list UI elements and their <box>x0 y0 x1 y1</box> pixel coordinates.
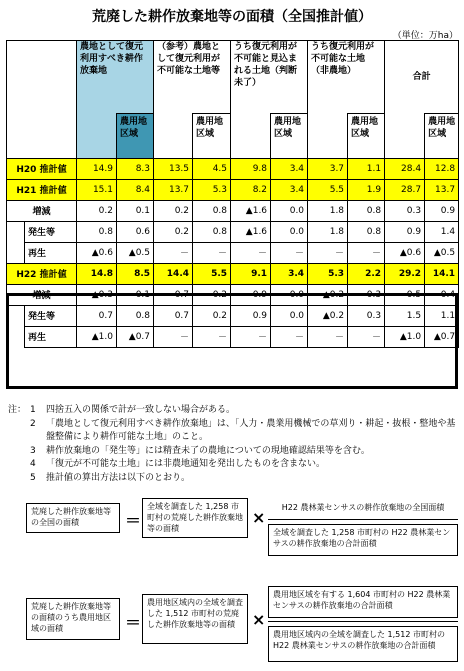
table-row <box>7 221 459 242</box>
table-cell: ▲0.2 <box>308 305 348 326</box>
table-cell: － <box>193 326 231 347</box>
table-cell: 1.1 <box>425 305 459 326</box>
table-cell: － <box>308 242 348 263</box>
header-g1: 農地として復元利用すべき耕作放棄地 <box>77 41 154 114</box>
table-cell: 0.0 <box>271 305 308 326</box>
table-cell: ▲0.6 <box>385 242 425 263</box>
notes: 注： 1 四捨五入の関係で計が一致しない場合がある。 2 「農地として復元利用すべき耕作放棄地」は、「人力・農業用機械での草刈り・耕起・抜根・整地や基盤整備により耕作可能な土地」のこと。 3 耕作放棄地の「発生等」には精査未了の農地についての現地確認結果等を含む。 4 「復元が不可能な土地」には非農地通知を発出したものを含まない。 5 推計値の算出方法は以下のとおり。 <box>8 404 458 485</box>
header-g3: うち復元利用が不可能と見込まれる土地（判断未了） <box>231 41 308 114</box>
equals-sign: ＝ <box>125 613 142 632</box>
table-cell: 3.4 <box>271 263 308 284</box>
table-cell: 0.4 <box>425 284 459 305</box>
header-row-1 <box>7 41 459 114</box>
table-cell: 1.8 <box>308 221 348 242</box>
table-cell: 14.1 <box>425 263 459 284</box>
table-cell: ▲0.7 <box>425 326 459 347</box>
formula2-mid: 農用地区域内の全域を調査した 1,512 市町村の荒廃した耕作放棄地等の面積 <box>142 594 248 644</box>
table-cell: 12.8 <box>425 158 459 179</box>
table-row <box>7 263 459 284</box>
table-cell: 0.9 <box>425 200 459 221</box>
formula2-left: 荒廃した耕作放棄地等の面積のうち農用地区域の面積 <box>26 598 120 640</box>
table-cell: 0.0 <box>271 221 308 242</box>
table-cell: 0.0 <box>271 200 308 221</box>
row-label: 再生 <box>25 242 77 263</box>
table-cell: 8.2 <box>231 179 271 200</box>
table-cell: 0.3 <box>348 284 385 305</box>
table-cell: ▲1.0 <box>77 326 117 347</box>
table-row <box>7 200 459 221</box>
area-table <box>6 40 459 348</box>
row-label: H21 推計値 <box>7 179 77 200</box>
table-cell: 0.9 <box>231 305 271 326</box>
table-cell: － <box>154 326 193 347</box>
table-cell: 0.7 <box>77 305 117 326</box>
table-cell: 13.7 <box>425 179 459 200</box>
times-sign: × <box>252 610 266 629</box>
formula1-mid: 全域を調査した 1,258 市町村の荒廃した耕作放棄地等の面積 <box>142 498 248 538</box>
table-cell: 5.5 <box>308 179 348 200</box>
table-cell: 0.1 <box>117 284 154 305</box>
table-cell: 0.2 <box>77 200 117 221</box>
table-cell: ▲0.7 <box>117 326 154 347</box>
table-cell: 0.8 <box>348 221 385 242</box>
table-cell: ▲0.5 <box>117 242 154 263</box>
table-body <box>7 158 459 347</box>
table-cell: 0.3 <box>348 305 385 326</box>
table-cell: ▲1.6 <box>231 221 271 242</box>
table-cell: 5.3 <box>308 263 348 284</box>
note-item: 「復元が不可能な土地」には非農地通知を発出したものを含まない。 <box>46 459 326 469</box>
table-cell: 0.9 <box>231 284 271 305</box>
table-cell: － <box>348 326 385 347</box>
table-cell: 8.4 <box>117 179 154 200</box>
formula2-numerator: 農用地区域を有する 1,604 市町村の H22 農林業センサスの耕作放棄地の合計面積 <box>268 586 458 618</box>
row-label: 再生 <box>25 326 77 347</box>
row-label: 発生等 <box>25 305 77 326</box>
header-g4: うち復元利用が不可能な土地（非農地） <box>308 41 385 114</box>
row-label: H20 推計値 <box>7 158 77 179</box>
table-cell: 0.2 <box>154 200 193 221</box>
table-cell: 0.3 <box>385 200 425 221</box>
table-cell: 0.6 <box>117 221 154 242</box>
table-row <box>7 326 459 347</box>
table-cell: 29.2 <box>385 263 425 284</box>
row-label: 増減 <box>7 200 77 221</box>
formula1-denominator: 全域を調査した 1,258 市町村の H22 農林業センサスの耕作放棄地の合計面積 <box>268 524 458 556</box>
table-cell: ▲0.2 <box>308 284 348 305</box>
table-cell: 1.8 <box>308 200 348 221</box>
table-cell: 9.1 <box>231 263 271 284</box>
fraction-bar <box>268 621 458 622</box>
formula2-denominator: 農用地区域内の全域を調査した 1,512 市町村の H22 農林業センサスの耕作放棄地の合計面積 <box>268 626 458 662</box>
table-cell: 3.4 <box>271 179 308 200</box>
table-cell: 0.7 <box>154 305 193 326</box>
table-cell: 2.2 <box>348 263 385 284</box>
sub-header: 農用地区域 <box>117 114 154 159</box>
note-item: 推計値の算出方法は以下のとおり。 <box>46 472 191 483</box>
table-cell: 0.2 <box>193 305 231 326</box>
sub-header: 農用地区域 <box>425 114 459 159</box>
table-cell: － <box>154 242 193 263</box>
corner-cell <box>7 41 77 159</box>
page-title: 荒廃した耕作放棄地等の面積（全国推計値） <box>92 9 372 25</box>
table-cell: 28.7 <box>385 179 425 200</box>
sub-header: 農用地区域 <box>193 114 231 159</box>
note-item: 「農地として復元利用すべき耕作放棄地」は、「人力・農業用機械での草刈り・耕起・抜根・整地や基盤整備により耕作可能な土地」のこと。 <box>46 418 456 442</box>
table-cell: 0.1 <box>117 200 154 221</box>
table-cell: 0.9 <box>385 221 425 242</box>
unit-label: （単位：万ha） <box>392 31 458 41</box>
formula1-numerator: H22 農林業センサスの耕作放棄地の全国面積 <box>281 503 445 512</box>
notes-label: 注： <box>8 405 27 415</box>
table-cell: 8.3 <box>117 158 154 179</box>
formula1-left: 荒廃した耕作放棄地等の全国の面積 <box>26 503 120 533</box>
table-cell: 0.8 <box>117 305 154 326</box>
table-cell: 0.8 <box>348 200 385 221</box>
table-cell: 0.7 <box>154 284 193 305</box>
table-cell: 14.4 <box>154 263 193 284</box>
table-cell: － <box>271 242 308 263</box>
table-cell: 1.9 <box>348 179 385 200</box>
table-cell: 8.5 <box>117 263 154 284</box>
table-cell: ▲0.5 <box>425 242 459 263</box>
table-row <box>7 284 459 305</box>
row-label: 増減 <box>7 284 77 305</box>
table-cell: － <box>308 326 348 347</box>
row-label: H22 推計値 <box>7 263 77 284</box>
table-cell: 0.2 <box>193 284 231 305</box>
table-cell: 1.1 <box>348 158 385 179</box>
table-cell: 0.8 <box>77 221 117 242</box>
table-cell: 3.4 <box>271 158 308 179</box>
table-cell: 0.8 <box>193 221 231 242</box>
times-sign: × <box>252 508 266 527</box>
sub-header: 農用地区域 <box>348 114 385 159</box>
table-cell: 1.4 <box>425 221 459 242</box>
row-label: 発生等 <box>25 221 77 242</box>
table-cell: 15.1 <box>77 179 117 200</box>
table-row <box>7 179 459 200</box>
table-cell: ▲1.0 <box>385 326 425 347</box>
equals-sign: ＝ <box>125 511 142 530</box>
table-row <box>7 242 459 263</box>
table-cell: － <box>231 326 271 347</box>
table-cell: 0.8 <box>193 200 231 221</box>
table-cell: 4.5 <box>193 158 231 179</box>
table-cell: 13.7 <box>154 179 193 200</box>
table-cell: 14.8 <box>77 263 117 284</box>
table-cell: 1.5 <box>385 305 425 326</box>
table-cell: 0.5 <box>385 284 425 305</box>
table-cell: － <box>193 242 231 263</box>
table-cell: 5.3 <box>193 179 231 200</box>
table-row <box>7 305 459 326</box>
note-item: 耕作放棄地の「発生等」には精査未了の農地についての現地確認結果等を含む。 <box>46 445 370 456</box>
table-cell: 9.8 <box>231 158 271 179</box>
table-cell: － <box>348 242 385 263</box>
table-cell: ▲0.3 <box>77 284 117 305</box>
table-cell: ▲0.6 <box>77 242 117 263</box>
table-cell: － <box>271 326 308 347</box>
table-cell: 14.9 <box>77 158 117 179</box>
table-cell: － <box>231 242 271 263</box>
table-cell: ▲1.6 <box>231 200 271 221</box>
fraction-bar <box>268 519 458 520</box>
table-cell: 5.5 <box>193 263 231 284</box>
header-g2: （参考）農地として復元利用が不可能な土地等 <box>154 41 231 114</box>
table-row <box>7 158 459 179</box>
table-cell: 28.4 <box>385 158 425 179</box>
table-cell: 3.7 <box>308 158 348 179</box>
header-g5: 合計 <box>385 41 459 114</box>
sub-header: 農用地区域 <box>271 114 308 159</box>
table-cell: 0.0 <box>271 284 308 305</box>
note-item: 四捨五入の関係で計が一致しない場合がある。 <box>46 405 236 415</box>
table-cell: 0.2 <box>154 221 193 242</box>
table-cell: 13.5 <box>154 158 193 179</box>
